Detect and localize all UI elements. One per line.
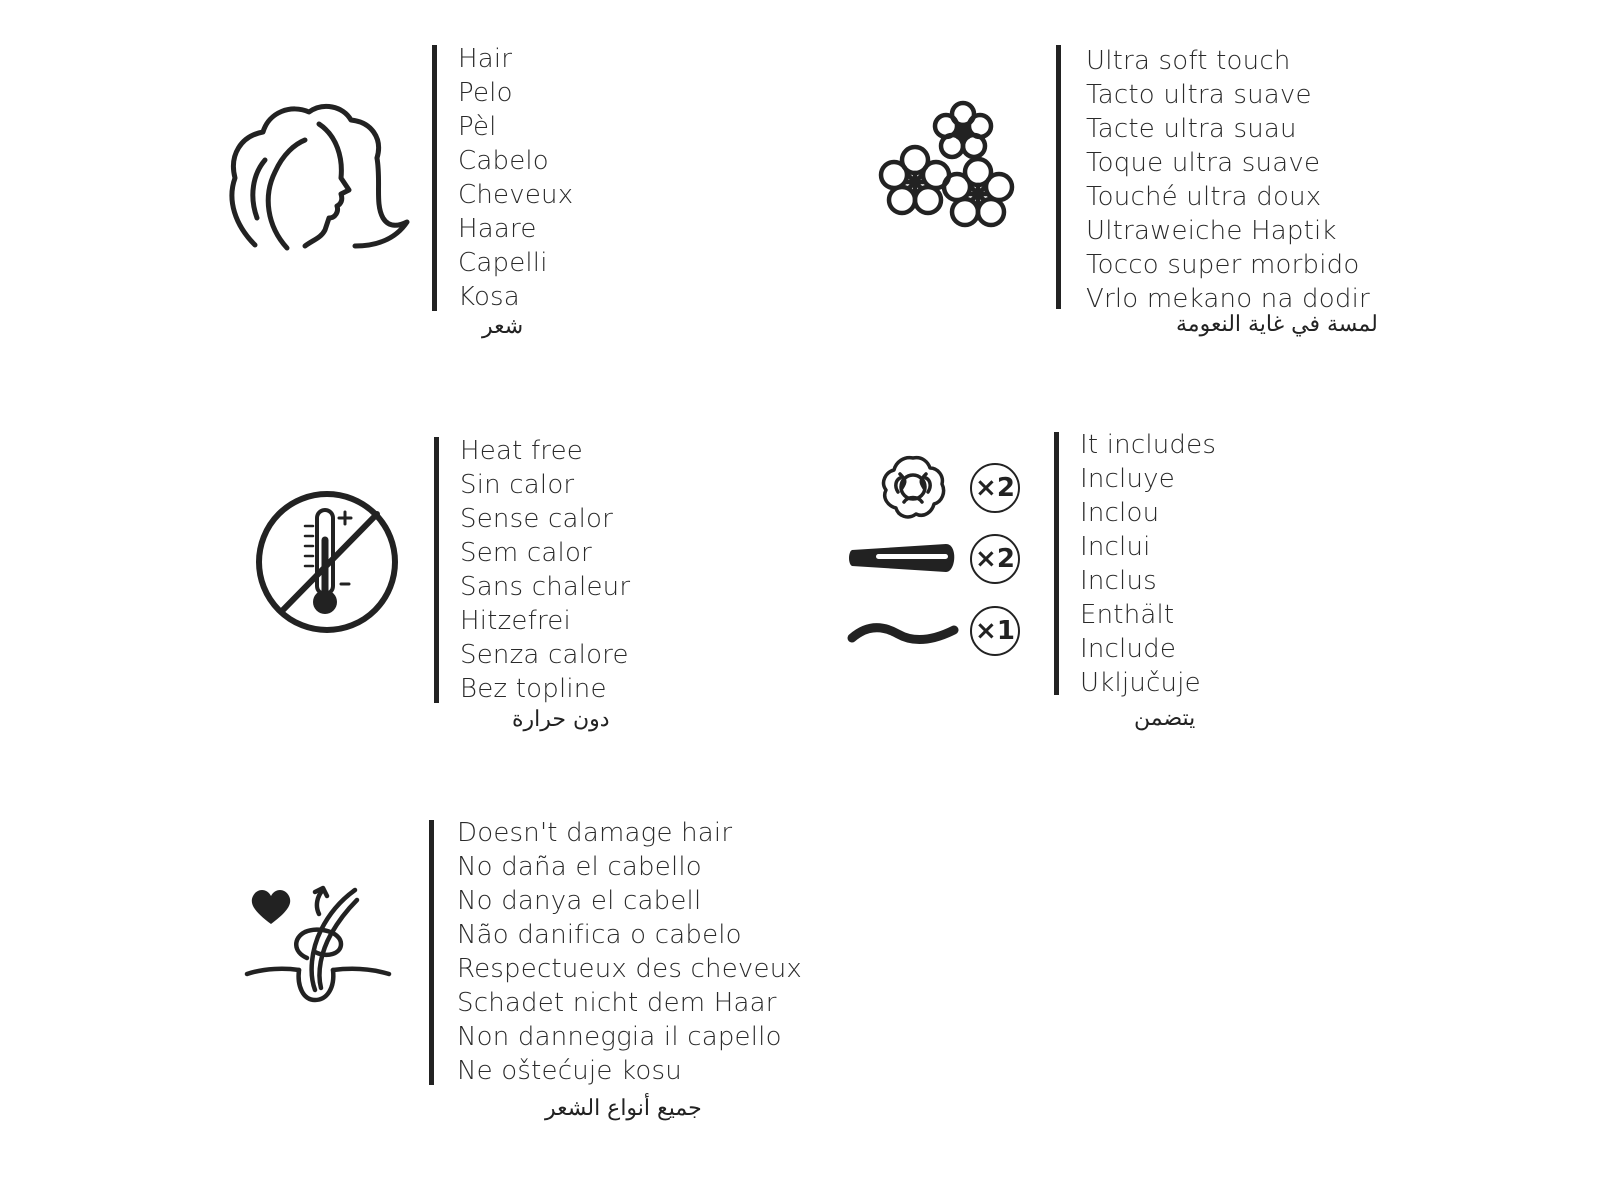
translation-line: Non danneggia il capello [457, 1022, 782, 1052]
heat-translations [460, 434, 630, 706]
arabic-label: لمسة في غاية النعومة [1176, 312, 1378, 337]
flowers-icon [875, 100, 1025, 240]
translation-line: No danya el cabell [457, 886, 702, 916]
translation-line: Cheveux [458, 180, 574, 210]
quantity-badge: ×2 [970, 463, 1020, 513]
translation-line: Doesn't damage hair [457, 818, 733, 848]
translation-line: Não danifica o cabelo [457, 920, 742, 950]
translation-line: Inclus [1080, 566, 1157, 596]
translation-line: Hitzefrei [460, 606, 571, 636]
snap-clip-icon [846, 540, 961, 576]
wavy-hairpin-icon [846, 620, 961, 650]
soft-translations [1086, 44, 1370, 316]
translation-line: Cabelo [458, 146, 549, 176]
translation-line: Bez topline [460, 674, 607, 704]
translation-line: Inclou [1080, 498, 1160, 528]
translation-line: Tacte ultra suau [1086, 114, 1297, 144]
translation-line: Schadet nicht dem Haar [457, 988, 777, 1018]
divider-bar [1056, 45, 1061, 309]
quantity-badge: ×1 [970, 606, 1020, 656]
translation-line: Touché ultra doux [1086, 182, 1322, 212]
scrunchie-icon [878, 452, 948, 522]
translation-line: Uključuje [1080, 668, 1201, 698]
translation-line: Senza calore [460, 640, 629, 670]
translation-line: Sans chaleur [460, 572, 631, 602]
hair-care-heart-icon [245, 878, 395, 1013]
divider-bar [432, 45, 437, 311]
translation-line: Inclui [1080, 532, 1151, 562]
translation-line: Sin calor [460, 470, 575, 500]
translation-line: Sem calor [460, 538, 592, 568]
woman-hair-profile-icon [225, 100, 415, 260]
translation-line: Toque ultra suave [1086, 148, 1321, 178]
translation-line: Ultraweiche Haptik [1086, 216, 1337, 246]
translation-line: Ne oštećuje kosu [457, 1056, 682, 1086]
translation-line: Capelli [458, 248, 548, 278]
translation-line: Haare [458, 214, 537, 244]
translation-line: Kosa [458, 282, 520, 312]
divider-bar [434, 437, 439, 703]
divider-bar [1054, 432, 1059, 695]
translation-line: Sense calor [460, 504, 614, 534]
translation-line: Include [1080, 634, 1177, 664]
translation-line: Pelo [458, 78, 513, 108]
translation-line: Heat free [460, 436, 584, 466]
translation-line: Enthält [1080, 600, 1175, 630]
arabic-label: شعر [482, 314, 524, 339]
quantity-badge: ×2 [970, 534, 1020, 584]
translation-line: No daña el cabello [457, 852, 702, 882]
includes-translations [1080, 428, 1216, 700]
translation-line: Respectueux des cheveux [457, 954, 802, 984]
translation-line: Incluye [1080, 464, 1175, 494]
arabic-label: جميع أنواع الشعر [545, 1096, 702, 1121]
arabic-label: دون حرارة [512, 707, 610, 732]
translation-line: Hair [458, 44, 513, 74]
no-heat-thermometer-icon [255, 490, 400, 635]
translation-line: Tocco super morbido [1086, 250, 1360, 280]
translation-line: Pèl [458, 112, 497, 142]
damage-translations [457, 816, 802, 1088]
translation-line: Ultra soft touch [1086, 46, 1291, 76]
divider-bar [429, 820, 434, 1085]
hair-translations [458, 42, 573, 314]
arabic-label: يتضمن [1134, 706, 1196, 731]
translation-line: Tacto ultra suave [1086, 80, 1312, 110]
translation-line: It includes [1080, 430, 1217, 460]
translation-line: Vrlo mekano na dodir [1086, 284, 1370, 314]
